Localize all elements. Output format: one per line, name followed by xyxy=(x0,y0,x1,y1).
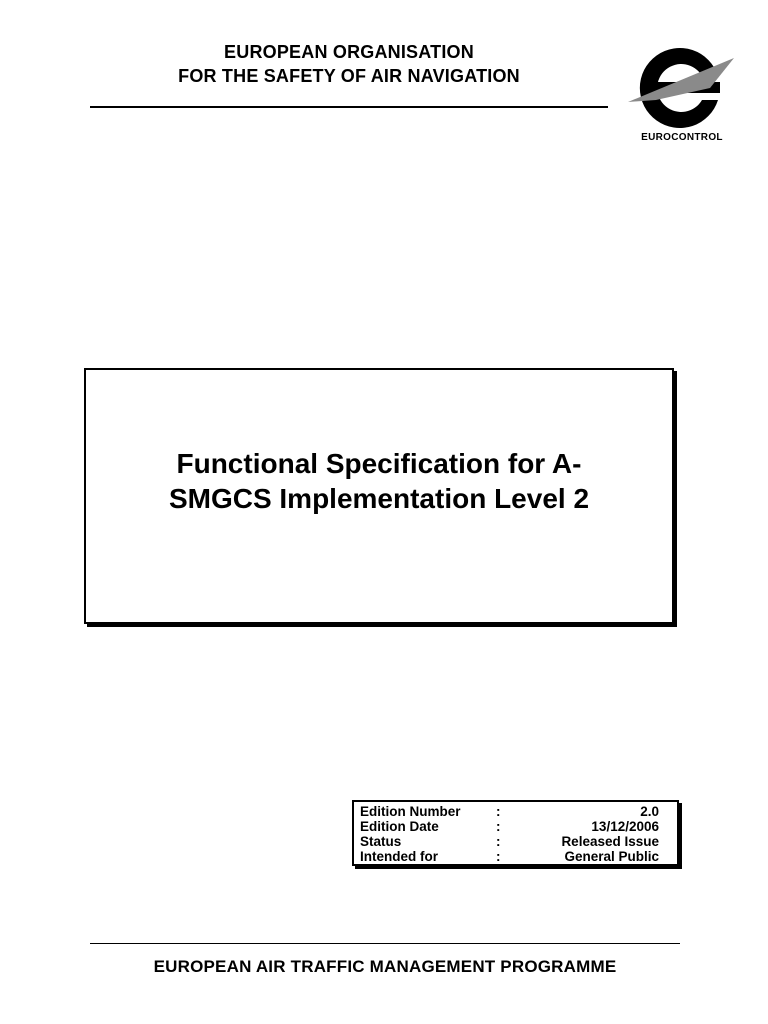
edition-row xyxy=(358,834,673,849)
edition-info-table xyxy=(352,800,679,866)
document-title-line-1: Functional Specification for A- xyxy=(176,448,582,479)
logo-text: EUROCONTROL xyxy=(641,132,723,143)
title-box xyxy=(84,368,674,624)
edition-separator: : xyxy=(496,804,501,819)
edition-separator: : xyxy=(496,819,501,834)
edition-label: Status xyxy=(360,834,402,849)
footer-divider xyxy=(90,943,680,944)
edition-value: General Public xyxy=(564,849,659,864)
edition-separator: : xyxy=(496,849,501,864)
eurocontrol-logo xyxy=(626,42,738,146)
edition-label: Edition Date xyxy=(360,819,439,834)
edition-value: 13/12/2006 xyxy=(591,819,659,834)
eurocontrol-logo-icon xyxy=(626,42,738,132)
organisation-name-line-1: EUROPEAN ORGANISATION xyxy=(224,42,474,62)
edition-value: Released Issue xyxy=(561,834,659,849)
programme-name: EUROPEAN AIR TRAFFIC MANAGEMENT PROGRAMME xyxy=(153,957,617,976)
edition-row xyxy=(358,819,673,834)
document-title xyxy=(126,446,632,516)
edition-label: Edition Number xyxy=(360,804,461,819)
edition-label: Intended for xyxy=(360,849,438,864)
organisation-header xyxy=(90,40,608,88)
organisation-name-line-2: FOR THE SAFETY OF AIR NAVIGATION xyxy=(178,66,520,86)
edition-row xyxy=(358,849,673,864)
edition-separator: : xyxy=(496,834,501,849)
edition-value: 2.0 xyxy=(640,804,659,819)
document-title-line-2: SMGCS Implementation Level 2 xyxy=(168,483,590,514)
header-divider xyxy=(90,106,608,108)
edition-row xyxy=(358,804,673,819)
